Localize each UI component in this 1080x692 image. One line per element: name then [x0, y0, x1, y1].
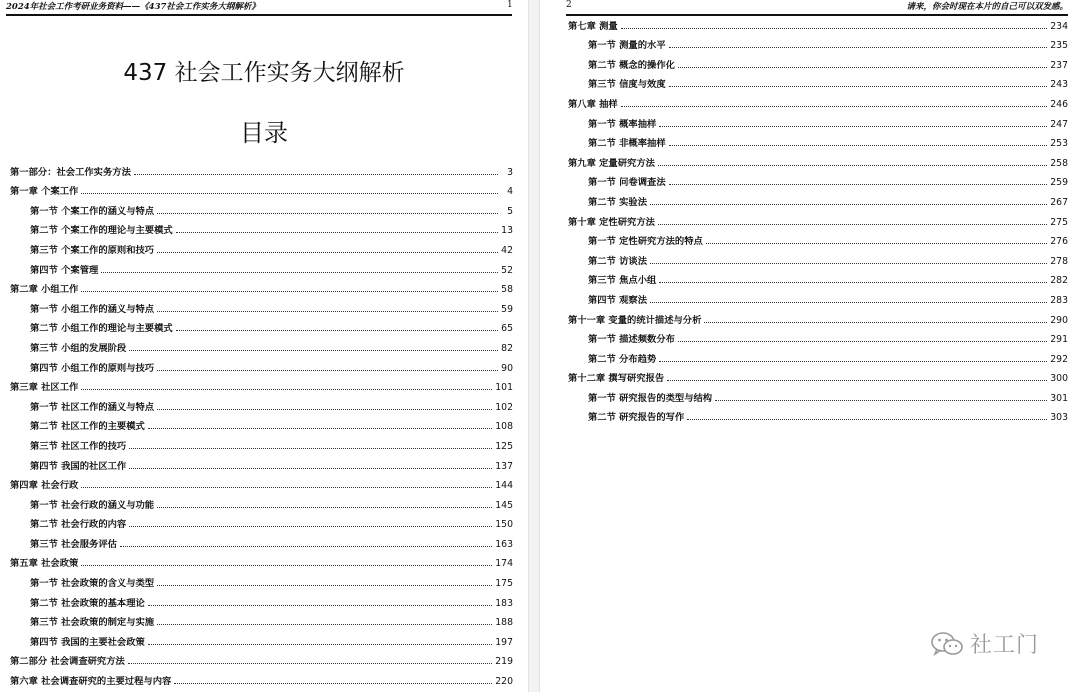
toc-entry-label: 第二节 概念的操作化 [588, 59, 675, 71]
toc-section-entry[interactable] [10, 628, 513, 648]
dot-leader [148, 605, 492, 606]
toc-entry-page: 291 [1050, 334, 1068, 346]
toc-chapter-entry[interactable] [568, 365, 1068, 385]
toc-section-entry[interactable] [10, 530, 513, 550]
toc-chapter-entry[interactable] [10, 550, 513, 570]
toc-entry-page: 278 [1050, 255, 1068, 267]
toc-entry-page: 300 [1050, 373, 1068, 385]
toc-section-entry[interactable] [568, 404, 1068, 424]
toc-entry-label: 第二节 实验法 [588, 196, 648, 208]
toc-entry-label: 第一节 描述频数分布 [588, 334, 675, 346]
dot-leader [157, 409, 492, 410]
running-header: 请来，你会时现在本片的自己可以双发感。 [906, 2, 1068, 12]
toc-entry-label: 第二章 小组工作 [10, 284, 79, 296]
toc-entry-label: 第二节 社会政策的基本理论 [30, 597, 145, 609]
toc-entry-page: 145 [495, 499, 513, 511]
toc-section-entry[interactable] [568, 110, 1068, 130]
dot-leader [157, 311, 498, 312]
toc-entry-page: 101 [495, 382, 513, 394]
toc-section-entry[interactable] [10, 569, 513, 589]
dot-leader [157, 252, 498, 253]
dot-leader [129, 468, 492, 469]
toc-entry-label: 第三节 个案工作的原则和技巧 [30, 244, 155, 256]
toc-entry-page: 58 [501, 284, 513, 296]
toc-section-entry[interactable] [10, 393, 513, 413]
toc-entry-page: 292 [1050, 353, 1068, 365]
toc-entry-label: 第二节 分布趋势 [588, 353, 657, 365]
toc-entry-label: 第十二章 撰写研究报告 [568, 373, 665, 385]
toc-entry-page: 65 [501, 323, 513, 335]
watermark-text: 社工门 [970, 633, 1040, 658]
table-of-contents [568, 12, 1068, 423]
toc-entry-label: 第四节 个案管理 [30, 264, 99, 276]
toc-section-entry[interactable] [10, 589, 513, 609]
toc-entry-label: 第一节 概率抽样 [588, 118, 657, 130]
toc-section-entry[interactable] [10, 413, 513, 433]
toc-section-entry[interactable] [568, 51, 1068, 71]
toc-entry-label: 第二节 社会行政的内容 [30, 519, 127, 531]
toc-entry-page: 163 [495, 538, 513, 550]
dot-leader [659, 361, 1047, 362]
toc-entry-label: 第一节 问卷调查法 [588, 177, 666, 189]
toc-section-entry[interactable] [568, 169, 1068, 189]
toc-entry-page: 267 [1050, 196, 1068, 208]
dot-leader [706, 243, 1047, 244]
toc-entry-label: 第四节 小组工作的原则与技巧 [30, 362, 155, 374]
toc-section-entry[interactable] [568, 345, 1068, 365]
dot-leader [157, 507, 492, 508]
document-page-2 [540, 0, 1080, 692]
dot-leader [81, 291, 498, 292]
header-rule [6, 14, 512, 16]
toc-entry-label: 第九章 定量研究方法 [568, 157, 655, 169]
toc-entry-page: 282 [1050, 275, 1068, 287]
toc-entry-label: 第四章 社会行政 [10, 480, 79, 492]
toc-chapter-entry[interactable] [568, 149, 1068, 169]
toc-entry-page: 301 [1050, 392, 1068, 404]
toc-entry-label: 第一部分：社会工作实务方法 [10, 166, 131, 178]
toc-entry-label: 第三节 小组的发展阶段 [30, 342, 127, 354]
dot-leader [176, 330, 498, 331]
toc-entry-label: 第二节 小组工作的理论与主要模式 [30, 323, 173, 335]
dot-leader [678, 67, 1047, 68]
toc-entry-label: 第一节 定性研究方法的特点 [588, 236, 703, 248]
toc-entry-page: 175 [495, 578, 513, 590]
toc-entry-page: 137 [495, 460, 513, 472]
page-number: 1 [507, 0, 513, 10]
toc-entry-label: 第三节 社区工作的技巧 [30, 440, 127, 452]
toc-entry-page: 246 [1050, 98, 1068, 110]
toc-entry-page: 144 [495, 480, 513, 492]
toc-entry-page: 59 [501, 303, 513, 315]
toc-entry-label: 第一节 测量的水平 [588, 40, 666, 52]
watermark [930, 628, 1039, 659]
dot-leader [659, 126, 1047, 127]
toc-entry-page: 219 [495, 656, 513, 668]
dot-leader [101, 272, 498, 273]
toc-section-entry[interactable] [568, 130, 1068, 150]
dot-leader [667, 380, 1047, 381]
toc-entry-page: 234 [1050, 20, 1068, 32]
toc-chapter-entry[interactable] [10, 374, 513, 394]
toc-entry-label: 第一节 社区工作的涵义与特点 [30, 401, 155, 413]
dot-leader [148, 644, 492, 645]
toc-entry-label: 第三章 社区工作 [10, 382, 79, 394]
dot-leader [650, 302, 1047, 303]
toc-entry-page: 174 [495, 558, 513, 570]
toc-chapter-entry[interactable] [568, 306, 1068, 326]
toc-entry-page: 237 [1050, 59, 1068, 71]
dot-leader [715, 400, 1047, 401]
dot-leader [687, 419, 1047, 420]
toc-section-entry[interactable] [10, 256, 513, 276]
wechat-icon [930, 630, 964, 658]
running-header: 2024年社会工作考研业务资料——《437社会工作实务大纲解析》 [6, 2, 260, 12]
dot-leader [621, 28, 1048, 29]
dot-leader [148, 428, 492, 429]
toc-entry-label: 第二节 非概率抽样 [588, 138, 666, 150]
dot-leader [129, 526, 492, 527]
toc-entry-page: 243 [1050, 79, 1068, 91]
toc-section-entry[interactable] [10, 354, 513, 374]
toc-entry-label: 第三节 社会服务评估 [30, 538, 117, 550]
toc-entry-label: 第四节 我国的主要社会政策 [30, 636, 145, 648]
dot-leader [678, 341, 1047, 342]
toc-entry-page: 90 [501, 362, 513, 374]
toc-entry-label: 第一节 社会行政的涵义与功能 [30, 499, 155, 511]
toc-entry-label: 第七章 测量 [568, 20, 618, 32]
toc-entry-page: 258 [1050, 157, 1068, 169]
toc-entry-page: 197 [495, 636, 513, 648]
toc-entry-page: 275 [1050, 216, 1068, 228]
dot-leader [81, 193, 498, 194]
dot-leader [157, 370, 498, 371]
toc-section-entry[interactable] [568, 71, 1068, 91]
toc-entry-page: 5 [507, 205, 513, 217]
document-page-1 [0, 0, 528, 692]
dot-leader [129, 350, 498, 351]
toc-entry-page: 4 [507, 186, 513, 198]
toc-entry-page: 102 [495, 401, 513, 413]
toc-section-entry[interactable] [10, 511, 513, 531]
toc-section-entry[interactable] [568, 384, 1068, 404]
dot-leader [658, 224, 1047, 225]
toc-section-entry[interactable] [568, 286, 1068, 306]
toc-entry-page: 188 [495, 617, 513, 629]
toc-section-entry[interactable] [10, 491, 513, 511]
dot-leader [128, 663, 492, 664]
toc-entry-page: 13 [501, 225, 513, 237]
dot-leader [669, 145, 1048, 146]
dot-leader [669, 86, 1048, 87]
toc-section-entry[interactable] [10, 432, 513, 452]
dot-leader [174, 683, 492, 684]
dot-leader [157, 624, 492, 625]
toc-entry-page: 283 [1050, 294, 1068, 306]
toc-section-entry[interactable] [10, 452, 513, 472]
dot-leader [650, 263, 1047, 264]
toc-entry-page: 82 [501, 342, 513, 354]
toc-entry-label: 第一节 小组工作的涵义与特点 [30, 303, 155, 315]
toc-entry-label: 第二部分 社会调查研究方法 [10, 656, 125, 668]
toc-entry-page: 3 [507, 166, 513, 178]
toc-entry-label: 第一节 个案工作的涵义与特点 [30, 205, 155, 217]
toc-entry-page: 303 [1050, 412, 1068, 424]
toc-entry-label: 第八章 抽样 [568, 98, 618, 110]
toc-section-entry[interactable] [10, 217, 513, 237]
toc-section-entry[interactable] [10, 315, 513, 335]
dot-leader [134, 174, 498, 175]
toc-entry-label: 第四节 我国的社区工作 [30, 460, 127, 472]
toc-section-entry[interactable] [568, 247, 1068, 267]
toc-chapter-entry[interactable] [568, 12, 1068, 32]
toc-entry-page: 42 [501, 244, 513, 256]
toc-entry-label: 第一章 个案工作 [10, 186, 79, 198]
dot-leader [704, 322, 1047, 323]
toc-chapter-entry[interactable] [10, 472, 513, 492]
dot-leader [658, 165, 1047, 166]
toc-section-entry[interactable] [568, 326, 1068, 346]
toc-entry-label: 第十一章 变量的统计描述与分析 [568, 314, 702, 326]
toc-entry-page: 220 [495, 676, 513, 688]
toc-entry-page: 253 [1050, 138, 1068, 150]
dot-leader [120, 546, 492, 547]
toc-chapter-entry[interactable] [568, 208, 1068, 228]
toc-entry-page: 259 [1050, 177, 1068, 189]
toc-entry-page: 247 [1050, 118, 1068, 130]
toc-entry-label: 第二节 研究报告的写作 [588, 412, 685, 424]
table-of-contents [10, 158, 513, 687]
toc-section-entry[interactable] [568, 267, 1068, 287]
toc-entry-label: 第二节 社区工作的主要模式 [30, 421, 145, 433]
page-gutter [528, 0, 540, 692]
toc-entry-label: 第三节 信度与效度 [588, 79, 666, 91]
toc-section-entry[interactable] [10, 295, 513, 315]
toc-entry-label: 第六章 社会调查研究的主要过程与内容 [10, 676, 172, 688]
toc-entry-page: 276 [1050, 236, 1068, 248]
toc-entry-label: 第二节 访谈法 [588, 255, 648, 267]
toc-chapter-entry[interactable] [568, 90, 1068, 110]
toc-chapter-entry[interactable] [10, 667, 513, 687]
toc-chapter-entry[interactable] [10, 648, 513, 668]
dot-leader [81, 487, 492, 488]
dot-leader [81, 565, 492, 566]
dot-leader [157, 213, 498, 214]
toc-entry-page: 150 [495, 519, 513, 531]
toc-section-entry[interactable] [568, 188, 1068, 208]
toc-entry-label: 第三节 焦点小组 [588, 275, 657, 287]
toc-entry-label: 第四节 观察法 [588, 294, 648, 306]
dot-leader [176, 232, 498, 233]
document-title: 437 社会工作实务大纲解析 [123, 60, 405, 86]
toc-entry-page: 108 [495, 421, 513, 433]
toc-entry-label: 第三节 社会政策的制定与实施 [30, 617, 155, 629]
toc-entry-label: 第十章 定性研究方法 [568, 216, 655, 228]
toc-entry-page: 290 [1050, 314, 1068, 326]
toc-chapter-entry[interactable] [10, 178, 513, 198]
toc-entry-label: 第二节 个案工作的理论与主要模式 [30, 225, 173, 237]
toc-section-entry[interactable] [10, 609, 513, 629]
toc-chapter-entry[interactable] [10, 276, 513, 296]
toc-entry-label: 第一节 社会政策的含义与类型 [30, 578, 155, 590]
toc-section-entry[interactable] [10, 236, 513, 256]
toc-section-entry[interactable] [568, 32, 1068, 52]
toc-entry-label: 第一节 研究报告的类型与结构 [588, 392, 713, 404]
toc-section-entry[interactable] [10, 334, 513, 354]
dot-leader [621, 106, 1048, 107]
toc-entry-page: 52 [501, 264, 513, 276]
dot-leader [669, 184, 1048, 185]
page-number: 2 [566, 0, 572, 10]
toc-section-entry[interactable] [10, 197, 513, 217]
toc-entry-label: 第五章 社会政策 [10, 558, 79, 570]
toc-entry-page: 183 [495, 597, 513, 609]
toc-chapter-entry[interactable] [10, 158, 513, 178]
dot-leader [129, 448, 492, 449]
toc-entry-page: 125 [495, 440, 513, 452]
toc-heading: 目录 [240, 119, 288, 147]
dot-leader [669, 47, 1048, 48]
dot-leader [659, 282, 1047, 283]
toc-section-entry[interactable] [568, 228, 1068, 248]
dot-leader [650, 204, 1047, 205]
toc-entry-page: 235 [1050, 40, 1068, 52]
dot-leader [81, 389, 492, 390]
dot-leader [157, 585, 492, 586]
